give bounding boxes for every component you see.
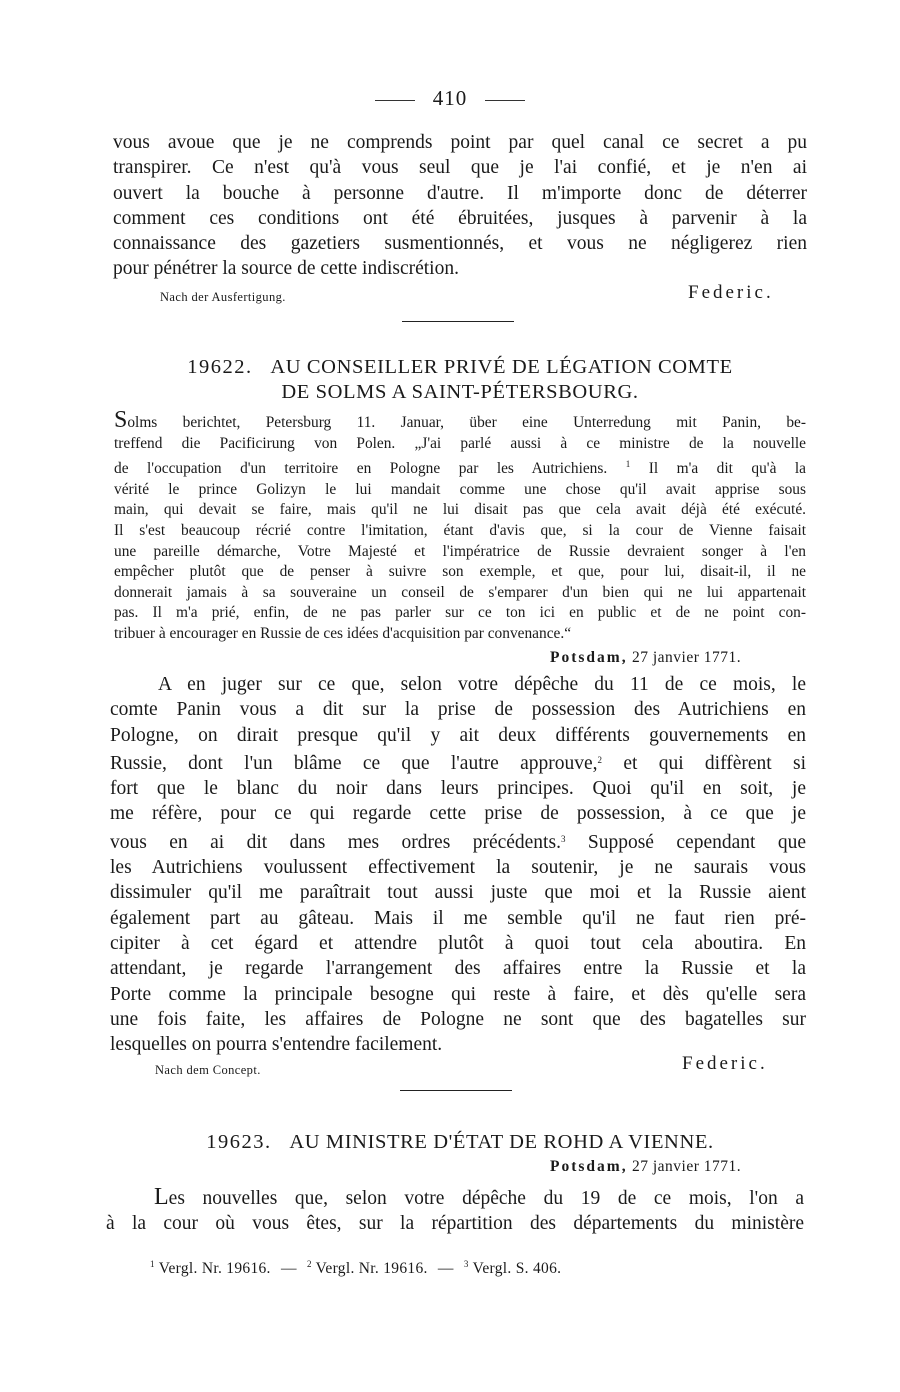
text-line: Les nouvelles que, selon votre dépêche du 19 de ce mois, l'on a: [154, 1184, 804, 1210]
dateline: [550, 1158, 741, 1176]
footnote-dash: —: [280, 1260, 297, 1277]
text-line: donnerait jamais à sa souveraine un conseil de s'emparer d'un bien qui ne lui appartenait: [114, 583, 806, 601]
text-line: tribuer à encourager en Russie de ces idées d'acquisition par convenance.“: [114, 624, 572, 642]
text-line: lesquelles on pourra s'entendre facilement.: [110, 1034, 443, 1056]
dateline-date: 27 janvier 1771.: [631, 649, 742, 666]
text-line: empêcher plutôt que de penser à suivre son exemple, et que, pour lui, disait-il, il ne: [114, 563, 806, 581]
source-note: Nach der Ausfertigung.: [160, 290, 286, 304]
footnote-text: Vergl. Nr. 19616.: [315, 1260, 428, 1277]
text-line: main, qui devait se faire, mais qu'il ne lui disait pas que cela avait déjà été exécuté.: [114, 501, 806, 519]
dateline-place: Potsdam,: [550, 1158, 628, 1175]
text-line: A en juger sur ce que, selon votre dépêche du 11 de ce mois, le: [158, 674, 806, 695]
text-line: également part au gâteau. Mais il me semble qu'il ne faut rien pré-: [110, 907, 806, 929]
text-line: une pareille démarche, Votre Majesté et l'impératrice de Russie devraient songer à l'en: [114, 542, 806, 560]
footnote-text: Vergl. Nr. 19616.: [158, 1260, 271, 1277]
continuation-paragraph: [113, 130, 807, 282]
text-line: de l'occupation d'un territoire en Pologne par les Autrichiens. $^1$ Il m'a dit qu'à la: [114, 459, 806, 478]
footnote-mark: 3: [463, 1259, 469, 1269]
text-line: me réfère, pour ce qui regarde cette prise de possession, à ce que je: [110, 803, 806, 825]
text-line: fort que le blanc du noir dans leurs principes. Quoi qu'il en soit, je: [110, 778, 806, 800]
footnote-ref: 2: [597, 754, 603, 765]
letter-heading: [130, 1131, 790, 1154]
letter-heading: [130, 356, 790, 379]
page-header: [0, 86, 900, 111]
source-note: Nach dem Concept.: [155, 1063, 261, 1077]
signature: Federic.: [682, 1053, 768, 1074]
dateline-place: Potsdam,: [550, 649, 628, 666]
drop-letter: L: [154, 1184, 169, 1210]
footnote-dash: —: [437, 1260, 454, 1277]
text-line: connaissance des gazetiers susmentionnés, et vous ne négligerez rien: [113, 233, 807, 255]
text-line: treffend die Pacificirung von Polen. „J'ai parlé aussi à ce ministre de la nouvelle: [114, 434, 806, 452]
text-line: Il s'est beaucoup récrié contre l'imitation, étant d'avis que, si la cour de Vienne faisait: [114, 521, 806, 539]
text-line: les Autrichiens voulussent effectivement la soutenir, je ne saurais vous: [110, 857, 806, 879]
text-line: ouvert la bouche à personne d'autre. Il m'importe donc de déterrer: [113, 182, 807, 204]
text-line: cipiter à cet égard et attendre plutôt à quoi tout cela aboutira. En: [110, 932, 806, 954]
text-line: vérité le prince Golizyn le lui mandait comme une chose qu'il avait apprise sous: [114, 480, 806, 498]
text-line: comte Panin vous a dit sur la prise de possession des Autrichiens en: [110, 699, 806, 721]
header-rule-left: [375, 100, 415, 101]
text-line: Russie, dont l'un blâme ce que l'autre approuve,$^2$ et qui diffèrent si: [110, 752, 806, 774]
heading-line-1: AU CONSEILLER PRIVÉ DE LÉGATION COMTE: [270, 356, 733, 378]
letter-number: 19622.: [187, 356, 253, 378]
letter-body: [106, 1185, 804, 1237]
header-rule-right: [485, 100, 525, 101]
footnotes: [150, 1259, 561, 1278]
text-line: comment ces conditions ont été ébruitées, jusques à parvenir à la: [113, 207, 807, 229]
text-line: dissimuler qu'il me paraîtrait tout aussi juste que moi et la Russie aient: [110, 882, 806, 904]
text-line: vous avoue que je ne comprends point par quel canal ce secret a pu: [113, 132, 807, 153]
text-line: Solms berichtet, Petersburg 11. Januar, über eine Unterredung mit Panin, be-: [114, 407, 806, 433]
text-line: à la cour où vous êtes, sur la répartition des départements du ministère: [106, 1213, 804, 1235]
section-separator: [402, 321, 514, 322]
text-line: pour pénétrer la source de cette indiscrétion.: [113, 258, 459, 280]
summary-paragraph: [114, 407, 806, 645]
text-line: attendant, je regarde l'arrangement des affaires entre la Russie et la: [110, 958, 806, 980]
text-line: Pologne, on dirait presque qu'il y ait deux différents gouvernements en: [110, 724, 806, 746]
text-line: pas. Il m'a prié, enfin, de ne pas parler sur ce ton ici en public et de ne point con-: [114, 604, 806, 622]
text-line: une fois faite, les affaires de Pologne ne sont que des bagatelles sur: [110, 1008, 806, 1030]
drop-letter: S: [114, 407, 128, 433]
text-line: transpirer. Ce n'est qu'à vous seul que je l'ai confié, et je n'en ai: [113, 157, 807, 179]
footnote-mark: 2: [306, 1259, 312, 1269]
signature: Federic.: [688, 282, 774, 303]
text-line: Porte comme la principale besogne qui reste à faire, et dès qu'elle sera: [110, 983, 806, 1005]
heading-line-2: DE SOLMS A SAINT-PÉTERSBOURG.: [281, 381, 639, 403]
footnote-ref: 3: [560, 833, 566, 844]
footnote-text: Vergl. S. 406.: [472, 1260, 562, 1277]
heading-text: AU MINISTRE D'ÉTAT DE ROHD A VIENNE.: [289, 1131, 714, 1153]
dateline-date: 27 janvier 1771.: [631, 1158, 742, 1175]
letter-body: [110, 672, 806, 1057]
letter-number: 19623.: [206, 1131, 272, 1153]
page-number: 410: [432, 86, 468, 110]
footnote-mark: 1: [150, 1259, 155, 1269]
dateline: [550, 649, 741, 667]
footnote-ref: 1: [625, 459, 631, 470]
text-line: vous en ai dit dans mes ordres précédents.$^3$ Supposé cependant que: [110, 831, 806, 853]
section-separator: [400, 1090, 512, 1091]
